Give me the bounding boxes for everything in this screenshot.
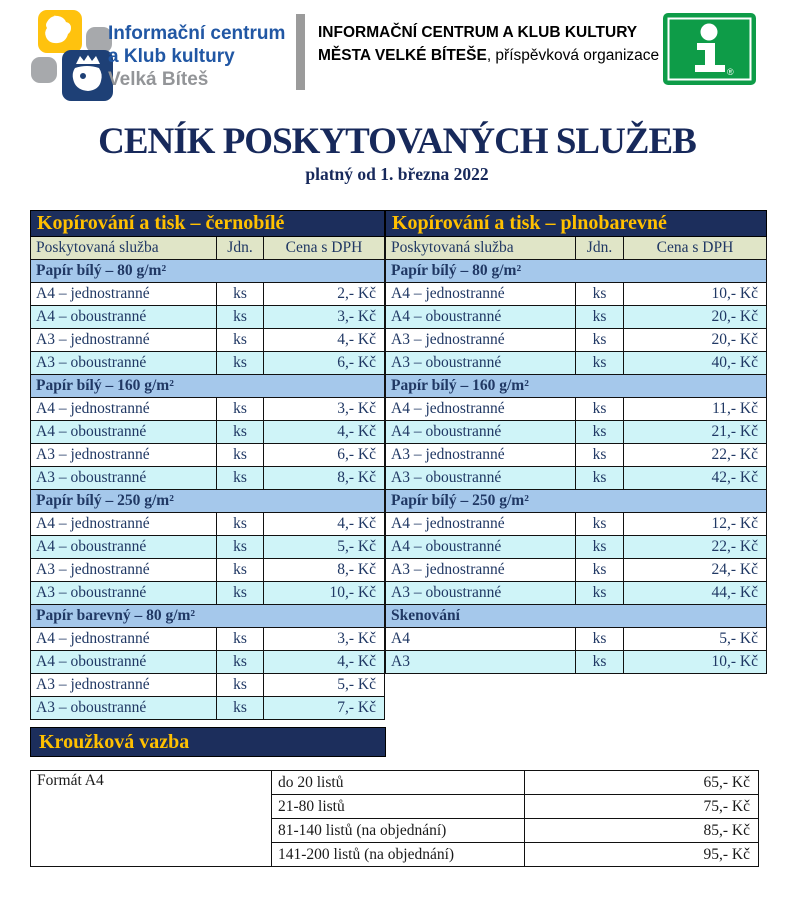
price-cell: 95,- Kč	[525, 843, 759, 867]
table-row	[386, 329, 767, 352]
price-cell: 4,- Kč	[264, 421, 385, 444]
service-cell: A3 – oboustranné	[386, 582, 576, 605]
table-title: Kopírování a tisk – černobílé	[31, 211, 385, 237]
price-cell: 3,- Kč	[264, 306, 385, 329]
table-row	[31, 628, 385, 651]
table-row	[386, 467, 767, 490]
service-cell: A4 – oboustranné	[386, 306, 576, 329]
section-header-row	[31, 605, 385, 628]
unit-cell: ks	[576, 513, 624, 536]
price-cell: 3,- Kč	[264, 628, 385, 651]
price-cell: 20,- Kč	[624, 329, 767, 352]
table-row	[31, 536, 385, 559]
logo-square-navy	[62, 50, 113, 101]
service-cell: A4 – oboustranné	[386, 421, 576, 444]
organization-name	[318, 21, 659, 67]
table-row	[386, 283, 767, 306]
service-cell: A3 – oboustranné	[31, 352, 217, 375]
unit-cell: ks	[576, 352, 624, 375]
unit-cell: ks	[217, 398, 264, 421]
unit-cell: ks	[576, 559, 624, 582]
unit-cell: ks	[576, 329, 624, 352]
unit-cell: ks	[217, 628, 264, 651]
service-cell: A3 – jednostranné	[31, 559, 217, 582]
section-header-cell: Papír bílý – 250 g/m²	[31, 490, 385, 513]
column-header-unit: Jdn.	[217, 237, 264, 260]
service-cell: A3 – jednostranné	[31, 674, 217, 697]
service-cell: A3	[386, 651, 576, 674]
price-cell: 22,- Kč	[624, 444, 767, 467]
lion-icon	[38, 10, 82, 53]
table-row	[386, 628, 767, 651]
table-row	[31, 352, 385, 375]
service-cell: A3 – jednostranné	[386, 559, 576, 582]
price-cell: 8,- Kč	[264, 559, 385, 582]
service-cell: A3 – jednostranné	[31, 329, 217, 352]
price-cell: 21,- Kč	[624, 421, 767, 444]
section-header-row	[386, 375, 767, 398]
table-row	[31, 467, 385, 490]
price-cell: 3,- Kč	[264, 398, 385, 421]
price-cell: 5,- Kč	[624, 628, 767, 651]
service-cell: A3 – oboustranné	[386, 352, 576, 375]
price-cell: 44,- Kč	[624, 582, 767, 605]
crowned-lion-icon	[62, 50, 113, 101]
price-cell: 6,- Kč	[264, 352, 385, 375]
price-cell: 75,- Kč	[525, 795, 759, 819]
unit-cell: ks	[217, 536, 264, 559]
column-header-price: Cena s DPH	[624, 237, 767, 260]
price-cell: 2,- Kč	[264, 283, 385, 306]
header-divider	[296, 14, 305, 90]
column-header-service: Poskytovaná služba	[386, 237, 576, 260]
pricing-table-color	[385, 210, 767, 674]
table-row	[31, 559, 385, 582]
table-row	[386, 306, 767, 329]
service-cell: A4 – oboustranné	[386, 536, 576, 559]
sheet-range-cell: do 20 listů	[272, 771, 525, 795]
price-cell: 4,- Kč	[264, 513, 385, 536]
unit-cell: ks	[576, 306, 624, 329]
unit-cell: ks	[217, 352, 264, 375]
table-row	[31, 582, 385, 605]
section-header-cell: Papír bílý – 80 g/m²	[31, 260, 385, 283]
table-title: Kopírování a tisk – plnobarevné	[386, 211, 767, 237]
pricing-tables	[30, 210, 767, 720]
organization-line-1: INFORMAČNÍ CENTRUM A KLUB KULTURY	[318, 24, 638, 41]
price-cell: 24,- Kč	[624, 559, 767, 582]
price-cell: 22,- Kč	[624, 536, 767, 559]
service-cell: A4 – jednostranné	[386, 398, 576, 421]
organization-line-2-bold: MĚSTA VELKÉ BÍTEŠE	[318, 47, 487, 64]
price-cell: 85,- Kč	[525, 819, 759, 843]
table-row	[31, 306, 385, 329]
price-cell: 10,- Kč	[264, 582, 385, 605]
page-title: CENÍK POSKYTOVANÝCH SLUŽEB	[98, 121, 696, 162]
table-row	[31, 421, 385, 444]
unit-cell: ks	[576, 421, 624, 444]
price-cell: 8,- Kč	[264, 467, 385, 490]
section-header-row	[386, 260, 767, 283]
sheet-range-cell: 21-80 listů	[272, 795, 525, 819]
unit-cell: ks	[217, 697, 264, 720]
unit-cell: ks	[217, 329, 264, 352]
section-header-row	[386, 605, 767, 628]
table-row	[386, 444, 767, 467]
section-header-cell: Papír bílý – 160 g/m²	[386, 375, 767, 398]
column-header-service: Poskytovaná služba	[31, 237, 217, 260]
logo-wordmark	[108, 22, 285, 91]
section-header-row	[31, 260, 385, 283]
table-row	[386, 398, 767, 421]
logo-line-2: a Klub kultury	[108, 46, 235, 67]
service-cell: A3 – jednostranné	[31, 444, 217, 467]
logo-square-yellow	[38, 10, 82, 53]
unit-cell: ks	[217, 444, 264, 467]
unit-cell: ks	[217, 651, 264, 674]
unit-cell: ks	[217, 674, 264, 697]
table-row	[31, 283, 385, 306]
column-header-row	[386, 237, 767, 260]
service-cell: A4 – jednostranné	[386, 513, 576, 536]
logo-line-1: Informační centrum	[108, 23, 286, 44]
section-header-row	[386, 490, 767, 513]
price-cell: 40,- Kč	[624, 352, 767, 375]
section-header-cell: Papír bílý – 160 g/m²	[31, 375, 385, 398]
service-cell: A4 – jednostranné	[31, 283, 217, 306]
service-cell: A4	[386, 628, 576, 651]
price-cell: 4,- Kč	[264, 329, 385, 352]
organization-line-2	[318, 44, 659, 67]
logo-line-3: Velká Bíteš	[108, 69, 209, 90]
logo	[28, 8, 118, 102]
column-header-unit: Jdn.	[576, 237, 624, 260]
unit-cell: ks	[576, 283, 624, 306]
table-row	[386, 421, 767, 444]
binding-section-title: Kroužková vazba	[39, 731, 190, 753]
table-row	[31, 444, 385, 467]
section-header-row	[31, 490, 385, 513]
price-cell: 7,- Kč	[264, 697, 385, 720]
section-header-cell: Skenování	[386, 605, 767, 628]
price-cell: 5,- Kč	[264, 674, 385, 697]
table-row	[31, 398, 385, 421]
unit-cell: ks	[576, 467, 624, 490]
table-row	[386, 582, 767, 605]
price-cell: 10,- Kč	[624, 283, 767, 306]
table-row	[31, 651, 385, 674]
organization-line-2-regular: , příspěvková organizace	[486, 47, 660, 64]
price-cell: 12,- Kč	[624, 513, 767, 536]
table-row	[386, 513, 767, 536]
section-header-cell: Papír barevný – 80 g/m²	[31, 605, 385, 628]
table-title-row	[31, 211, 385, 237]
sheet-range-cell: 141-200 listů (na objednání)	[272, 843, 525, 867]
logo-square-gray-bottom	[31, 57, 57, 83]
service-cell: A4 – jednostranné	[31, 398, 217, 421]
service-cell: A3 – oboustranné	[31, 467, 217, 490]
price-cell: 6,- Kč	[264, 444, 385, 467]
unit-cell: ks	[576, 651, 624, 674]
table-row	[386, 559, 767, 582]
unit-cell: ks	[576, 536, 624, 559]
price-cell: 4,- Kč	[264, 651, 385, 674]
unit-cell: ks	[217, 467, 264, 490]
table-row	[31, 697, 385, 720]
table-row	[31, 771, 759, 795]
unit-cell: ks	[217, 421, 264, 444]
price-cell: 42,- Kč	[624, 467, 767, 490]
price-cell: 10,- Kč	[624, 651, 767, 674]
service-cell: A3 – oboustranné	[31, 697, 217, 720]
service-cell: A4 – jednostranné	[31, 513, 217, 536]
sheet-range-cell: 81-140 listů (na objednání)	[272, 819, 525, 843]
unit-cell: ks	[217, 513, 264, 536]
info-icon	[663, 13, 756, 85]
page-header	[0, 0, 794, 110]
table-row	[31, 674, 385, 697]
unit-cell: ks	[576, 582, 624, 605]
service-cell: A4 – jednostranné	[386, 283, 576, 306]
service-cell: A3 – jednostranné	[386, 329, 576, 352]
service-cell: A4 – jednostranné	[31, 628, 217, 651]
binding-table-wrap	[30, 770, 759, 867]
table-row	[386, 651, 767, 674]
section-header-row	[31, 375, 385, 398]
price-cell: 11,- Kč	[624, 398, 767, 421]
table-row	[31, 329, 385, 352]
service-cell: A3 – jednostranné	[386, 444, 576, 467]
price-cell: 20,- Kč	[624, 306, 767, 329]
format-cell: Formát A4	[31, 771, 272, 867]
unit-cell: ks	[576, 444, 624, 467]
unit-cell: ks	[576, 398, 624, 421]
unit-cell: ks	[576, 628, 624, 651]
unit-cell: ks	[217, 582, 264, 605]
section-header-cell: Papír bílý – 250 g/m²	[386, 490, 767, 513]
service-cell: A4 – oboustranné	[31, 536, 217, 559]
table-title-row	[386, 211, 767, 237]
table-row	[386, 536, 767, 559]
price-cell: 5,- Kč	[264, 536, 385, 559]
registered-mark: ®	[727, 67, 734, 77]
service-cell: A4 – oboustranné	[31, 421, 217, 444]
service-cell: A4 – oboustranné	[31, 651, 217, 674]
column-header-row	[31, 237, 385, 260]
table-row	[31, 513, 385, 536]
column-header-price: Cena s DPH	[264, 237, 385, 260]
service-cell: A4 – oboustranné	[31, 306, 217, 329]
price-cell: 65,- Kč	[525, 771, 759, 795]
section-header-cell: Papír bílý – 80 g/m²	[386, 260, 767, 283]
unit-cell: ks	[217, 306, 264, 329]
binding-price-table	[30, 770, 759, 867]
pricing-table-bw	[30, 210, 385, 720]
binding-section-banner	[30, 727, 386, 757]
service-cell: A3 – oboustranné	[31, 582, 217, 605]
page-subtitle: platný od 1. března 2022	[305, 164, 489, 184]
table-row	[386, 352, 767, 375]
service-cell: A3 – oboustranné	[386, 467, 576, 490]
unit-cell: ks	[217, 559, 264, 582]
unit-cell: ks	[217, 283, 264, 306]
